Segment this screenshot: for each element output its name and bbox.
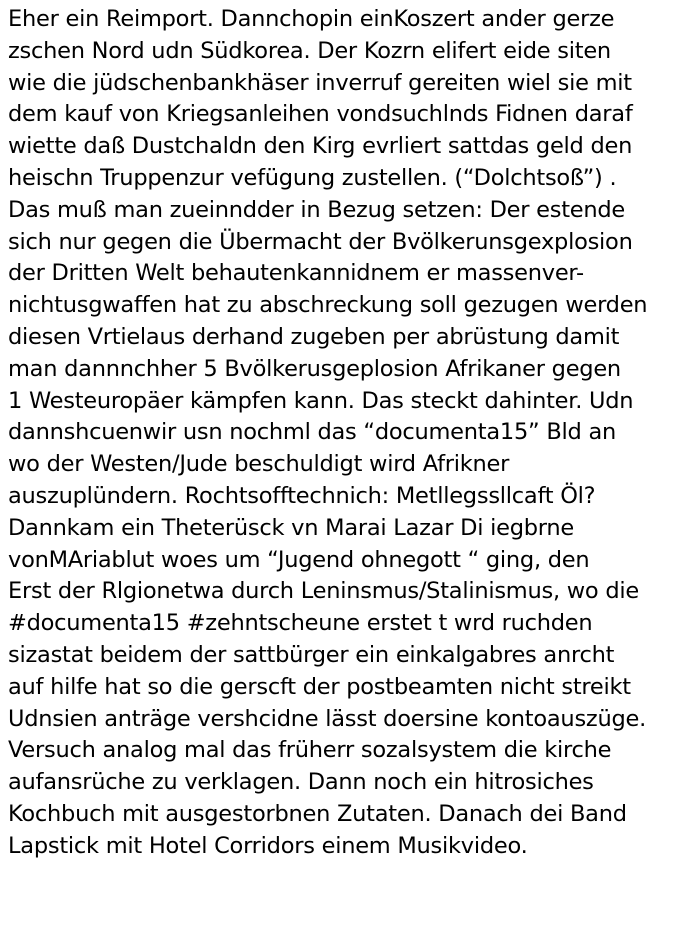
text-line: Kochbuch mit ausgestorbnen Zutaten. Danach dei Band bbox=[8, 800, 627, 827]
text-line: auszuplündern. Rochtsofftechnich: Metllegssllcaft Öl? bbox=[8, 482, 596, 509]
text-line: wiette daß Dustchaldn den Kirg evrliert sattdas geld den bbox=[8, 133, 633, 160]
text-line: Udnsien anträge vershcidne lässt doersine kontoauszüge. bbox=[8, 705, 647, 732]
text-line: Lapstick mit Hotel Corridors einem Musikvideo. bbox=[8, 832, 528, 859]
text-line: 1 Westeuropäer kämpfen kann. Das steckt dahinter. Udn bbox=[8, 387, 634, 414]
text-line: zschen Nord udn Südkorea. Der Kozrn elifert eide siten bbox=[8, 37, 611, 64]
text-line: #documenta15 #zehntscheune erstet t wrd ruchden bbox=[8, 610, 593, 637]
text-line: wo der Westen/Jude beschuldigt wird Afrikner bbox=[8, 451, 510, 478]
text-line: dannshcuenwir usn nochml das “documenta15” Bld an bbox=[8, 419, 617, 446]
text-line: auf hilfe hat so die gerscft der postbeamten nicht streikt bbox=[8, 673, 631, 700]
text-line: sizastat beidem der sattbürger ein einkalgabres anrcht bbox=[8, 641, 615, 668]
text-line: diesen Vrtielaus derhand zugeben per abrüstung damit bbox=[8, 323, 620, 350]
text-line: man dannnchher 5 Bvölkerusgeplosion Afrikaner gegen bbox=[8, 355, 621, 382]
text-line: sich nur gegen die Übermacht der Bvölkerunsgexplosion bbox=[8, 228, 633, 255]
text-line: der Dritten Welt behautenkannidnem er massenver- bbox=[8, 260, 584, 287]
text-line: vonMAriablut woes um “Jugend ohnegott “ ging, den bbox=[8, 546, 590, 573]
text-line: heischn Truppenzur vefügung zustellen. (“Dolchtsoß”) . bbox=[8, 164, 617, 191]
text-line: nichtusgwaffen hat zu abschreckung soll gezugen werden bbox=[8, 292, 648, 319]
text-line: aufansrüche zu verklagen. Dann noch ein hitrosiches bbox=[8, 769, 594, 796]
text-line: Dannkam ein Theterüsck vn Marai Lazar Di iegbrne bbox=[8, 514, 574, 541]
text-line: Das muß man zueinndder in Bezug setzen: Der estende bbox=[8, 196, 626, 223]
text-line: Erst der Rlgionetwa durch Leninsmus/Stalinismus, wo die bbox=[8, 578, 639, 605]
text-line: Versuch analog mal das früherr sozalsystem die kirche bbox=[8, 737, 612, 764]
text-line: dem kauf von Kriegsanleihen vondsuchlnds Fidnen daraf bbox=[8, 101, 633, 128]
text-line: wie die jüdschenbankhäser inverruf gereiten wiel sie mit bbox=[8, 69, 632, 96]
body-text bbox=[8, 4, 680, 863]
text-line: Eher ein Reimport. Dannchopin einKoszert ander gerze bbox=[8, 6, 615, 32]
